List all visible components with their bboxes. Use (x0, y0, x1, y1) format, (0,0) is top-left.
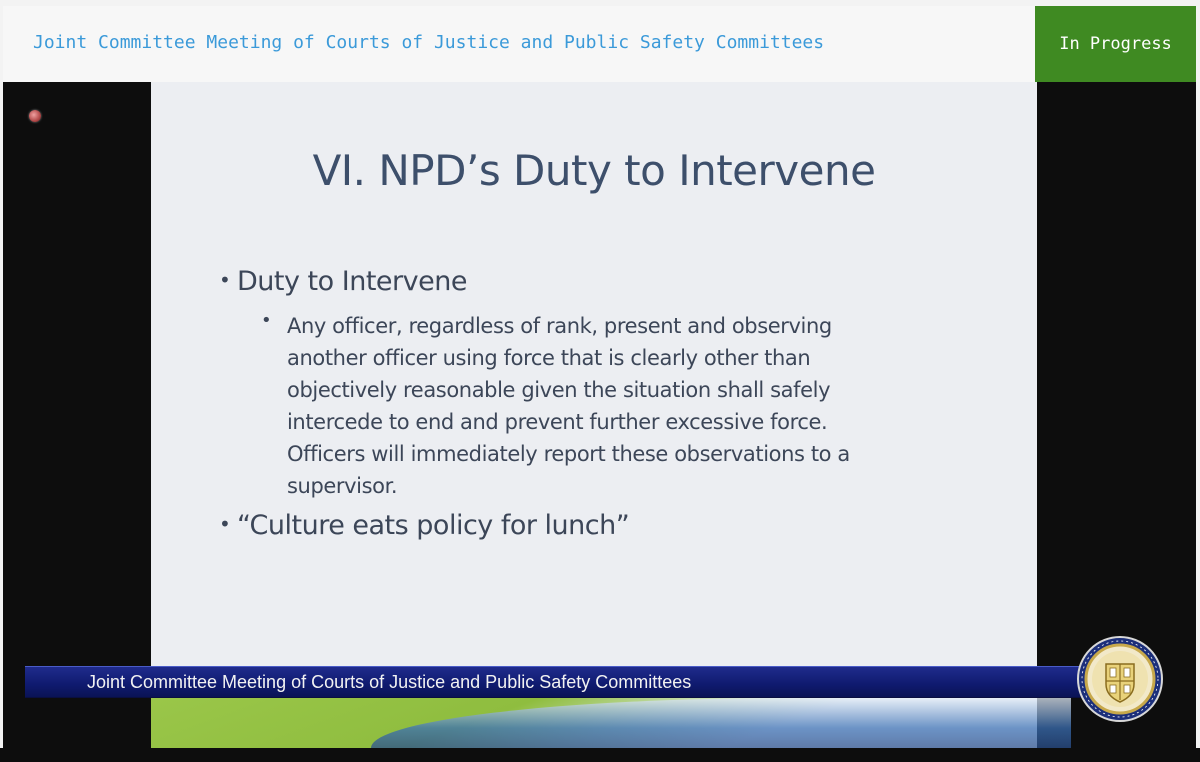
slide-title: VI. NPD’s Duty to Intervene (312, 146, 876, 195)
slide-bullet-duty (219, 266, 467, 297)
status-badge[interactable]: In Progress (1035, 6, 1196, 82)
meeting-title: Joint Committee Meeting of Courts of Justice and Public Safety Committees (33, 32, 825, 53)
video-player[interactable] (3, 82, 1196, 748)
slide-text-line: Officers will immediately report these observations to a (287, 442, 850, 466)
city-seal-icon (1077, 636, 1163, 722)
bullet-dot-icon: • (261, 310, 272, 331)
presentation-slide (151, 82, 1037, 748)
slide-text-line: supervisor. (287, 474, 398, 498)
slide-text-line: another officer using force that is clearly other than (287, 346, 811, 370)
bullet-dot-icon: • (219, 268, 231, 292)
slide-text-line: objectively reasonable given the situation shall safely (287, 378, 831, 402)
slide-bullet-text: “Culture eats policy for lunch” (237, 510, 630, 541)
lower-third-banner (25, 666, 1085, 698)
slide-text-line: intercede to end and prevent further excessive force. (287, 410, 828, 434)
slide-sub-bullet-text (287, 310, 977, 502)
bullet-dot-icon: • (219, 512, 231, 536)
header-bar (3, 6, 1196, 83)
slide-bullet-text: Duty to Intervene (237, 266, 467, 297)
lower-third-title: Joint Committee Meeting of Courts of Justice and Public Safety Committees (87, 672, 692, 692)
slide-text-line: Any officer, regardless of rank, present and observing (287, 314, 832, 338)
slide-bullet-culture (219, 510, 629, 541)
recording-dot-icon (29, 110, 41, 122)
bottom-strip (0, 748, 1200, 762)
